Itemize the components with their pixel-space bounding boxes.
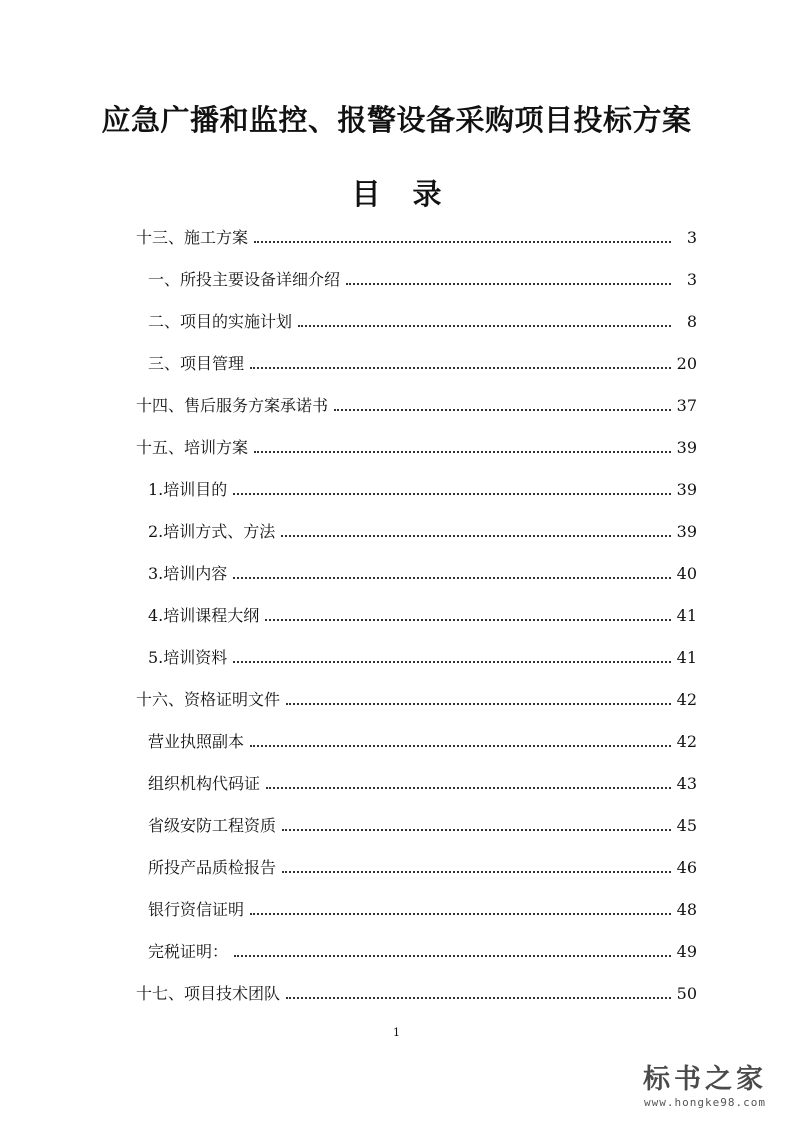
toc-entry-page: 41 [676, 606, 697, 625]
toc-entry-project-management[interactable] [148, 344, 697, 374]
toc-entry-page: 45 [676, 816, 697, 835]
toc-entry-training-content[interactable] [148, 554, 697, 584]
toc-entry-label: 十五、培训方案 [136, 438, 249, 457]
toc-entry-page: 3 [686, 270, 697, 289]
toc-entry-page: 39 [676, 480, 697, 499]
toc-dot-leader [234, 955, 671, 957]
toc-dot-leader [346, 283, 671, 285]
toc-heading [0, 172, 793, 213]
toc-entry-label: 十四、售后服务方案承诺书 [136, 396, 329, 415]
toc-entry-training-materials[interactable] [148, 638, 697, 668]
toc-entry-section-14[interactable] [136, 386, 697, 416]
toc-entry-label: 十六、资格证明文件 [136, 690, 281, 709]
toc-dot-leader [233, 661, 670, 663]
toc-entry-training-goal[interactable] [148, 470, 697, 500]
toc-entry-label: 一、所投主要设备详细介绍 [148, 270, 341, 289]
toc-entry-page: 46 [676, 858, 697, 877]
toc-dot-leader [282, 829, 671, 831]
toc-entry-section-17[interactable] [136, 974, 697, 1004]
toc-dot-leader [334, 409, 671, 411]
toc-entry-implementation-plan[interactable] [148, 302, 697, 332]
watermark-logo-text: 标书之家 [643, 1064, 767, 1095]
toc-entry-label: 5.培训资料 [148, 648, 228, 667]
toc-entry-page: 42 [676, 690, 697, 709]
toc-dot-leader [298, 325, 671, 327]
toc-entry-page: 41 [676, 648, 697, 667]
toc-entry-page: 20 [676, 354, 697, 373]
toc-entry-bank-credit[interactable] [148, 890, 697, 920]
toc-entry-equipment-details[interactable] [148, 260, 697, 290]
page-number: 1 [393, 1026, 400, 1039]
toc-dot-leader [254, 451, 671, 453]
toc-entry-page: 37 [676, 396, 697, 415]
toc-dot-leader [233, 493, 670, 495]
toc-entry-section-16[interactable] [136, 680, 697, 710]
toc-entry-label: 三、项目管理 [148, 354, 245, 373]
toc-entry-page: 43 [676, 774, 697, 793]
toc-entry-business-license[interactable] [148, 722, 697, 752]
toc-entry-label: 1.培训目的 [148, 480, 228, 499]
toc-entry-org-code-certificate[interactable] [148, 764, 697, 794]
toc-entry-section-13[interactable] [136, 218, 697, 248]
toc-entry-tax-certificate[interactable] [148, 932, 697, 962]
toc-entry-course-outline[interactable] [148, 596, 697, 626]
site-watermark [625, 1064, 785, 1120]
toc-entry-page: 40 [676, 564, 697, 583]
toc-dot-leader [281, 535, 670, 537]
toc-entry-label: 省级安防工程资质 [148, 816, 277, 835]
toc-dot-leader [233, 577, 670, 579]
toc-entry-page: 3 [686, 228, 697, 247]
toc-entry-label: 完税证明： [148, 942, 229, 961]
toc-entry-label: 4.培训课程大纲 [148, 606, 260, 625]
toc-heading-left: 目 [351, 177, 381, 211]
toc-dot-leader [282, 871, 671, 873]
toc-entry-page: 39 [676, 438, 697, 457]
toc-entry-label: 银行资信证明 [148, 900, 245, 919]
toc-entry-page: 8 [686, 312, 697, 331]
toc-entry-label: 营业执照副本 [148, 732, 245, 751]
toc-entry-label: 十七、项目技术团队 [136, 984, 281, 1003]
toc-dot-leader [250, 745, 671, 747]
toc-entry-training-methods[interactable] [148, 512, 697, 542]
document-title: 应急广播和监控、报警设备采购项目投标方案 [101, 103, 692, 137]
toc-heading-right: 录 [412, 177, 442, 211]
toc-dot-leader [250, 367, 671, 369]
toc-entry-label: 所投产品质检报告 [148, 858, 277, 877]
toc-dot-leader [250, 913, 671, 915]
toc-entry-page: 49 [676, 942, 697, 961]
toc-dot-leader [286, 997, 671, 999]
toc-entry-label: 二、项目的实施计划 [148, 312, 293, 331]
toc-entry-label: 2.培训方式、方法 [148, 522, 276, 541]
toc-dot-leader [254, 241, 671, 243]
toc-entry-section-15[interactable] [136, 428, 697, 458]
toc-entry-page: 42 [676, 732, 697, 751]
toc-dot-leader [265, 619, 670, 621]
toc-entry-security-qualification[interactable] [148, 806, 697, 836]
toc-entry-quality-report[interactable] [148, 848, 697, 878]
toc-entry-page: 48 [676, 900, 697, 919]
toc-dot-leader [266, 787, 671, 789]
toc-entry-label: 十三、施工方案 [136, 228, 249, 247]
toc-entry-page: 39 [676, 522, 697, 541]
toc-entry-label: 组织机构代码证 [148, 774, 261, 793]
toc-entry-page: 50 [676, 984, 697, 1003]
toc-entry-label: 3.培训内容 [148, 564, 228, 583]
watermark-url: www.hongke98.com [644, 1096, 766, 1109]
toc-dot-leader [286, 703, 671, 705]
